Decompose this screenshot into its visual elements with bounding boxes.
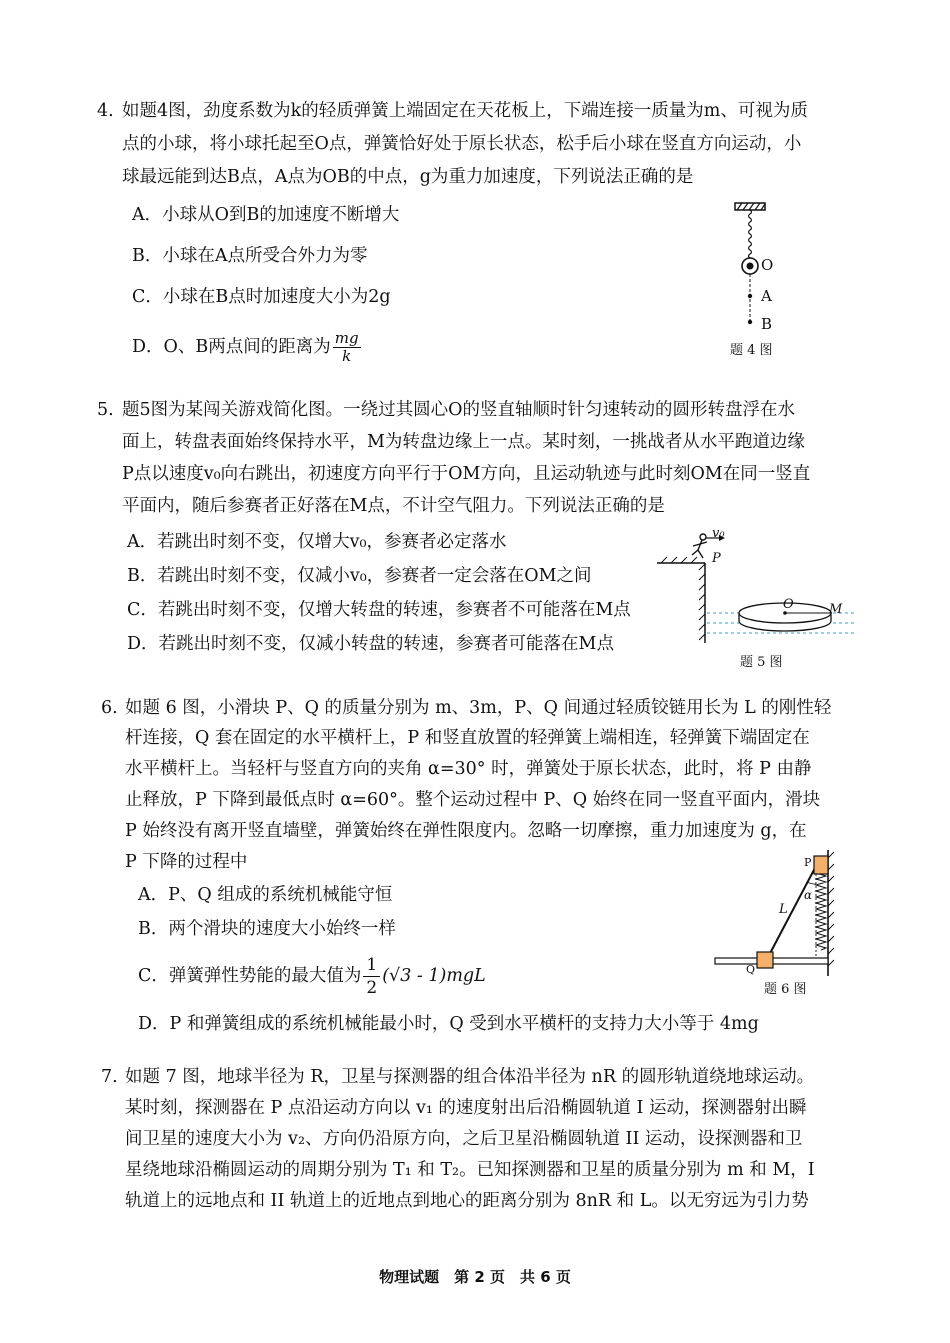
q7-stem-line-3: 间卫星的速度大小为 v₂、方向仍沿原方向，之后卫星沿椭圆轨道 II 运动，设探测器和卫 (125, 1129, 803, 1149)
figure-6-caption: 题 6 图 (764, 982, 807, 997)
q5-option-c: C．若跳出时刻不变，仅增大转盘的转速，参赛者不可能落在M点 (127, 600, 631, 620)
q6-option-c-denominator: 2 (366, 978, 378, 998)
fig5-label-v0: v₀ (712, 526, 725, 541)
wall-hatch (828, 852, 834, 966)
slider-q (757, 952, 773, 968)
q6-stem-line-3: 水平横杆上。当轻杆与竖直方向的夹角 α=30° 时，弹簧处于原长状态，此时，将 P 由静 (125, 759, 812, 779)
q4-option-d-denominator: k (342, 347, 352, 365)
q4-stem-line-2: 点的小球，将小球托起至O点，弹簧恰好处于原长状态，松手后小球在竖直方向运动，小 (122, 134, 802, 154)
q4-option-d-fraction (333, 330, 361, 365)
figure-6-diagram (713, 848, 843, 978)
q5-number: 5. (97, 400, 114, 420)
fig6-label-p: P (804, 856, 812, 869)
q4-stem-line-1: 如题4图，劲度系数为k的轻质弹簧上端固定在天花板上，下端连接一质量为m、可视为质 (122, 101, 808, 121)
q5-stem-line-1: 题5图为某闯关游戏简化图。一绕过其圆心O的竖直轴顺时针匀速转动的圆形转盘浮在水 (122, 400, 795, 420)
q6-option-c-text: C．弹簧弹性势能的最大值为 (138, 966, 362, 986)
fig5-label-o: O (783, 597, 794, 612)
q4-number: 4. (97, 101, 114, 121)
figure-4-caption: 题 4 图 (730, 343, 773, 358)
fig5-label-p: P (712, 551, 721, 566)
q6-option-c-expression: (√3 - 1)mgL (382, 966, 486, 986)
ball-center (747, 263, 754, 270)
page-footer: 物理试题 第 2 页 共 6 页 (379, 1268, 571, 1286)
fig6-label-alpha: α (804, 888, 813, 902)
q7-stem-line-2: 某时刻，探测器在 P 点沿运动方向以 v₁ 的速度射出后沿椭圆轨道 I 运动，探测器射出瞬 (125, 1098, 807, 1118)
q6-stem-line-5: P 始终没有离开竖直墙壁，弹簧始终在弹性限度内。忽略一切摩擦，重力加速度为 g，在 (125, 821, 807, 841)
figure-4-diagram (725, 200, 795, 340)
q4-option-d (132, 330, 361, 365)
q7-stem-line-5: 轨道上的远地点和 II 轨道上的近地点到地心的距离分别为 8nR 和 L。以无穷远为引力势 (125, 1191, 809, 1211)
fig6-label-q: Q (746, 963, 756, 976)
fig4-label-a: A (761, 287, 772, 305)
light-rod (766, 866, 816, 961)
q4-option-c: C．小球在B点时加速度大小为2g (132, 287, 391, 307)
q6-stem-line-2: 杆连接，Q 套在固定的水平横杆上，P 和竖直放置的轻弹簧上端相连，轻弹簧下端固定在 (125, 728, 810, 748)
fig5-label-m: M (829, 602, 843, 617)
fig4-label-o: O (761, 256, 774, 274)
q4-stem-line-3: 球最远能到达B点，A点为OB的中点，g为重力加速度，下列说法正确的是 (122, 167, 694, 187)
q6-number: 6. (101, 698, 118, 718)
q5-option-a: A．若跳出时刻不变，仅增大v₀，参赛者必定落水 (127, 532, 507, 552)
q4-option-d-numerator: mg (334, 329, 359, 347)
q5-option-d: D．若跳出时刻不变，仅减小转盘的转速，参赛者可能落在M点 (127, 634, 614, 654)
q6-option-a: A．P、Q 组成的系统机械能守恒 (138, 885, 393, 905)
q6-stem-line-1: 如题 6 图，小滑块 P、Q 的质量分别为 m、3m，P、Q 间通过轻质铰链用长为 L 的刚性轻 (125, 698, 832, 718)
figure-5-caption: 题 5 图 (740, 655, 783, 670)
q4-option-a: A．小球从O到B的加速度不断增大 (132, 205, 400, 225)
q6-stem-line-6: P 下降的过程中 (125, 852, 248, 872)
q5-option-b: B．若跳出时刻不变，仅减小v₀，参赛者一定会落在OM之间 (127, 566, 592, 586)
point-a-dot (748, 294, 752, 298)
q4-option-b: B．小球在A点所受合外力为零 (132, 246, 368, 266)
angle-arc (807, 882, 816, 884)
slider-p (814, 856, 828, 874)
q7-stem-line-4: 星绕地球沿椭圆运动的周期分别为 T₁ 和 T₂。已知探测器和卫星的质量分别为 m 和 M，I (125, 1160, 815, 1180)
q6-option-c (138, 950, 486, 1002)
q6-option-c-numerator: 1 (363, 954, 380, 977)
q5-stem-line-2: 面上，转盘表面始终保持水平，M为转盘边缘上一点。某时刻，一挑战者从水平跑道边缘 (122, 432, 805, 452)
point-b-dot (748, 320, 752, 324)
runway-hatch (661, 557, 705, 640)
q5-stem-line-3: P点以速度v₀向右跳出，初速度方向平行于OM方向，且运动轨迹与此时刻OM在同一竖直 (122, 464, 811, 484)
figure-5-diagram (655, 528, 865, 648)
jumper-icon (692, 534, 707, 558)
fig6-label-l: L (779, 902, 788, 917)
q6-option-b: B．两个滑块的速度大小始终一样 (138, 919, 396, 939)
q6-option-c-fraction (363, 954, 380, 999)
q7-stem-line-1: 如题 7 图，地球半径为 R，卫星与探测器的组合体沿半径为 nR 的圆形轨道绕地球运动。 (125, 1067, 815, 1087)
fig4-label-b: B (761, 315, 773, 333)
spring (816, 870, 826, 950)
q6-option-d: D．P 和弹簧组成的系统机械能最小时，Q 受到水平横杆的支持力大小等于 4mg (138, 1014, 759, 1034)
q7-number: 7. (101, 1067, 118, 1087)
q4-option-d-text: D．O、B两点间的距离为 (132, 337, 331, 357)
q5-stem-line-4: 平面内，随后参赛者正好落在M点，不计空气阻力。下列说法正确的是 (122, 496, 665, 516)
q6-stem-line-4: 止释放，P 下降到最低点时 α=60°。整个运动过程中 P、Q 始终在同一竖直平面内，滑块 (125, 790, 821, 810)
